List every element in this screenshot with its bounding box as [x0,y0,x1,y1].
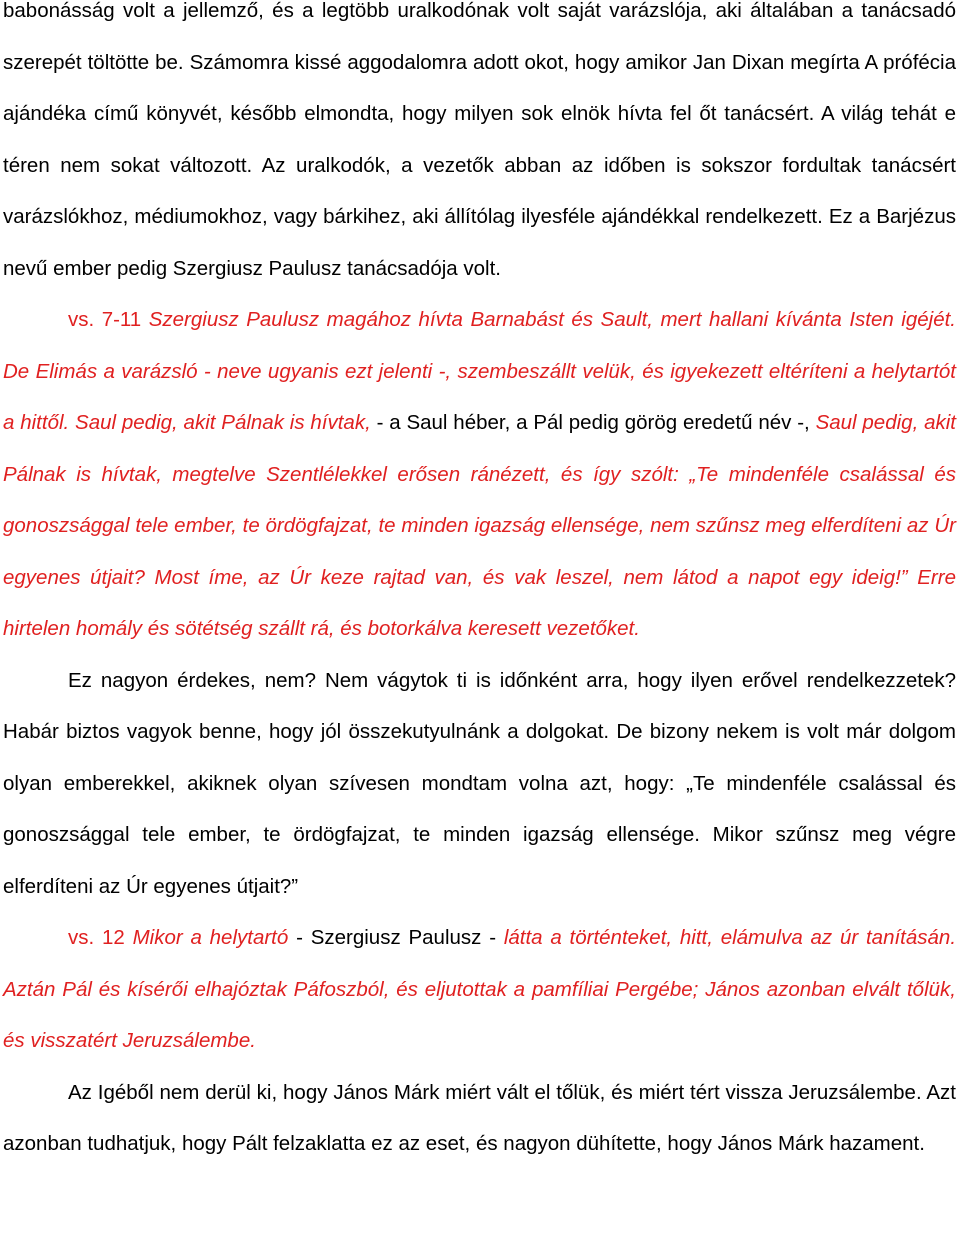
text-run: - a Saul héber, a Pál pedig görög eredetű név -, [376,411,816,434]
scripture-quote: Szergiusz Paulusz magához hívta Barnabást és Sault, mert hallani kívánta Isten igéjét. De Elimás a varázsló - neve ugyanis ezt jelenti -, szembeszállt velük, és igyekezett eltéríteni a helytartót a hittől. Saul pedig, akit Pálnak is hívtak, [3,308,956,434]
paragraph-1 [3,0,956,294]
scripture-quote: Saul pedig, akit Pálnak is hívtak, megtelve Szentlélekkel erősen ránézett, és így szólt: „Te mindenféle csalással és gonoszsággal tele ember, te ördögfajzat, te minden igazság ellensége, nem szűnsz meg elferdíteni az Úr egyenes útjait? Most íme, az Úr keze rajtad van, és vak leszel, nem látod a napot egy ideig!” Erre hirtelen homály és sötétség szállt rá, és botorkálva keresett vezetőket. [3,411,956,640]
paragraph-4-scripture [3,912,956,1067]
text-run: babonásság volt a jellemző, és a legtöbb uralkodónak volt saját varázslója, aki általában a tanácsadó szerepét töltötte be. Számomra kissé aggodalomra adott okot, hogy amikor Jan Dixan megírta A prófécia ajándéka című könyvét, később elmondta, hogy milyen sok elnök hívta fel őt tanácsért. A világ tehát e téren nem sokat változott. Az uralkodók, a vezetők abban az időben is sokszor fordultak tanácsért varázslókhoz, médiumokhoz, vagy bárkihez, aki állítólag ilyesféle ajándékkal rendelkezett. Ez a Barjézus nevű ember pedig Szergiusz Paulusz tanácsadója volt. [3,0,956,280]
scripture-quote: Mikor a helytartó [132,926,297,949]
verse-reference: vs. 7-11 [68,308,149,331]
verse-reference: vs. 12 [68,926,133,949]
text-run: Az Igéből nem derül ki, hogy János Márk miért vált el tőlük, és miért tért vissza Jeruzsálembe. Azt azonban tudhatjuk, hogy Pált felzaklatta ez az eset, és nagyon dühítette, hogy János Márk hazament. [3,1080,956,1155]
paragraph-2-scripture [3,294,956,655]
text-run: - Szergiusz Paulusz - [296,926,504,949]
paragraph-5 [3,1067,956,1170]
scripture-quote: látta a történteket, hitt, elámulva az úr tanításán. Aztán Pál és kísérői elhajóztak Páfoszból, és eljutottak a pamfíliai Pergébe; János azonban elvált tőlük, és visszatért Jeruzsálembe. [3,926,957,1052]
paragraph-3 [3,655,956,913]
text-run: Ez nagyon érdekes, nem? Nem vágytok ti is időnként arra, hogy ilyen erővel rendelkezzetek? Habár biztos vagyok benne, hogy jól összekutyulnánk a dolgokat. De bizony nekem is volt már dolgom olyan emberekkel, akiknek olyan szívesen mondtam volna azt, hogy: „Te mindenféle csalással és gonoszsággal tele ember, te ördögfajzat, te minden igazság ellensége. Mikor szűnsz meg végre elferdíteni az Úr egyenes útjait?” [3,668,956,898]
